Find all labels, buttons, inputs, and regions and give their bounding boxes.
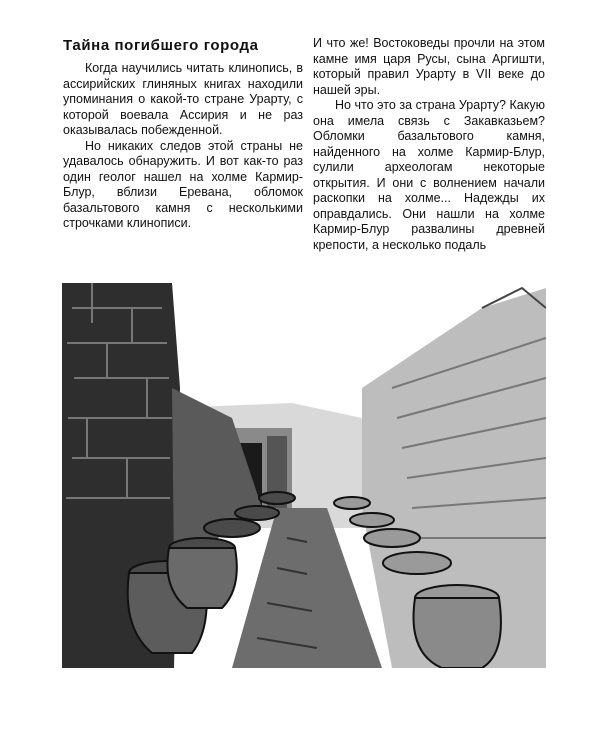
left-text-column [63, 36, 303, 232]
paragraph: Когда научились читать клинопись, в ассирийских глиняных книгах находили упоминания о какой-то стране Урарту, с которой воевала Ассирия и не раз оказывалась побежденной. [63, 61, 303, 137]
excavation-illustration [62, 268, 546, 668]
paragraph: Но никаких следов этой страны не удавалось обнаружить. И вот как-то раз один геолог нашел на холме Кармир-Блур, вблизи Еревана, обломок базальтового камня с несколькими строчками клинописи. [63, 138, 303, 230]
right-text-column [313, 36, 545, 253]
paragraph: Но что это за страна Урарту? Какую она имела связь с Закавказьем? Обломки базальтового камня, найденного на холме Кармир-Блур, сулили археологам некоторые открытия. И они с волнением начали раскопки на холме... Надежды их оправдались. Они нашли на холме Кармир-Блур развалины древней крепости, а несколько подаль [313, 98, 545, 252]
article-title: Тайна погибшего города [63, 37, 259, 54]
paragraph: И что же! Востоковеды прочли на этом камне имя царя Русы, сына Аргишти, который правил Урарту в VII веке до нашей эры. [313, 36, 545, 97]
